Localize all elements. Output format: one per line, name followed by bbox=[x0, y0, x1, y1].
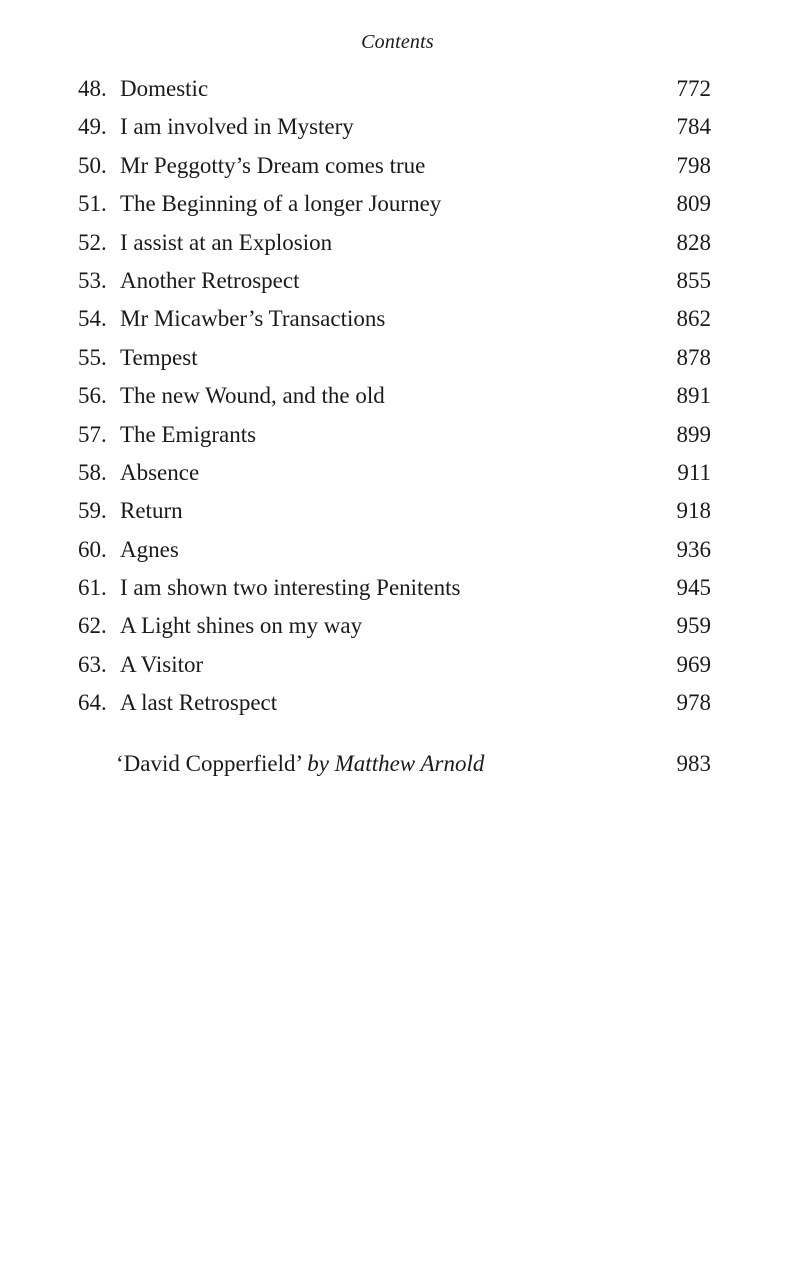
toc-entry bbox=[0, 70, 809, 108]
chapter-number: 59. bbox=[78, 498, 107, 524]
chapter-title: The Beginning of a longer Journey bbox=[120, 191, 442, 217]
page-number: 809 bbox=[676, 191, 711, 217]
chapter-title: Mr Micawber’s Transactions bbox=[120, 306, 386, 332]
chapter-title: The Emigrants bbox=[120, 421, 257, 447]
chapter-number: 64. bbox=[78, 690, 107, 716]
page-number: 936 bbox=[676, 536, 711, 562]
toc-entry bbox=[0, 454, 809, 492]
appendix-work-title: ‘David Copperfield’ bbox=[116, 751, 302, 776]
chapter-title: Domestic bbox=[120, 76, 209, 101]
page-number: 891 bbox=[676, 383, 711, 409]
running-head: Contents bbox=[361, 31, 434, 53]
page-number: 959 bbox=[676, 613, 711, 639]
toc-entry bbox=[0, 108, 809, 146]
toc-entry bbox=[0, 224, 809, 262]
page-number: 899 bbox=[676, 421, 711, 447]
page-number: 969 bbox=[676, 651, 711, 677]
chapter-number: 63. bbox=[78, 651, 107, 677]
appendix-author: by Matthew Arnold bbox=[307, 751, 485, 776]
toc-entry bbox=[0, 339, 809, 377]
toc-entry bbox=[0, 377, 809, 415]
chapter-title: A Visitor bbox=[120, 651, 204, 677]
toc-entry bbox=[0, 607, 809, 645]
chapter-title: Return bbox=[120, 498, 183, 524]
appendix-page-number: 983 bbox=[676, 751, 711, 776]
chapter-title: I am involved in Mystery bbox=[120, 114, 354, 140]
chapter-number: 58. bbox=[78, 459, 107, 485]
toc-entry bbox=[0, 684, 809, 722]
toc-entry bbox=[0, 147, 809, 185]
chapter-title: Mr Peggotty’s Dream comes true bbox=[120, 152, 426, 178]
appendix-title bbox=[116, 745, 484, 783]
chapter-title: Tempest bbox=[120, 344, 198, 370]
chapter-title: Another Retrospect bbox=[120, 267, 300, 293]
toc-entry bbox=[0, 646, 809, 684]
page-number: 918 bbox=[676, 498, 711, 524]
chapter-number: 60. bbox=[78, 536, 107, 562]
page-number: 978 bbox=[676, 690, 711, 716]
chapter-title: I am shown two interesting Penitents bbox=[120, 575, 461, 601]
chapter-title: A last Retrospect bbox=[120, 690, 278, 716]
page-number: 828 bbox=[676, 229, 711, 255]
chapter-title: Agnes bbox=[120, 536, 179, 562]
page-number: 911 bbox=[677, 459, 711, 485]
chapter-number: 56. bbox=[78, 383, 107, 409]
chapter-number: 48. bbox=[78, 76, 107, 101]
page-number: 862 bbox=[676, 306, 711, 332]
chapter-number: 54. bbox=[78, 306, 107, 332]
chapter-title: A Light shines on my way bbox=[120, 613, 363, 639]
chapter-number: 57. bbox=[78, 421, 107, 447]
page-number: 945 bbox=[676, 575, 711, 601]
appendix-entry bbox=[0, 745, 809, 783]
chapter-title: The new Wound, and the old bbox=[120, 383, 385, 409]
page-number: 772 bbox=[676, 76, 711, 101]
toc-entry bbox=[0, 531, 809, 569]
toc-entry bbox=[0, 300, 809, 338]
chapter-number: 50. bbox=[78, 152, 107, 178]
page-number: 878 bbox=[676, 344, 711, 370]
page-number: 855 bbox=[676, 267, 711, 293]
page-number: 798 bbox=[676, 152, 711, 178]
page-number: 784 bbox=[676, 114, 711, 140]
chapter-number: 49. bbox=[78, 114, 107, 140]
chapter-title: I assist at an Explosion bbox=[120, 229, 333, 255]
toc-entry bbox=[0, 492, 809, 530]
chapter-number: 62. bbox=[78, 613, 107, 639]
chapter-title: Absence bbox=[120, 459, 200, 485]
toc-entry bbox=[0, 262, 809, 300]
toc-entry bbox=[0, 569, 809, 607]
table-of-contents bbox=[0, 70, 809, 723]
toc-entry bbox=[0, 416, 809, 454]
chapter-number: 55. bbox=[78, 344, 107, 370]
chapter-number: 53. bbox=[78, 267, 107, 293]
chapter-number: 51. bbox=[78, 191, 107, 217]
toc-entry bbox=[0, 185, 809, 223]
chapter-number: 52. bbox=[78, 229, 107, 255]
chapter-number: 61. bbox=[78, 575, 107, 601]
